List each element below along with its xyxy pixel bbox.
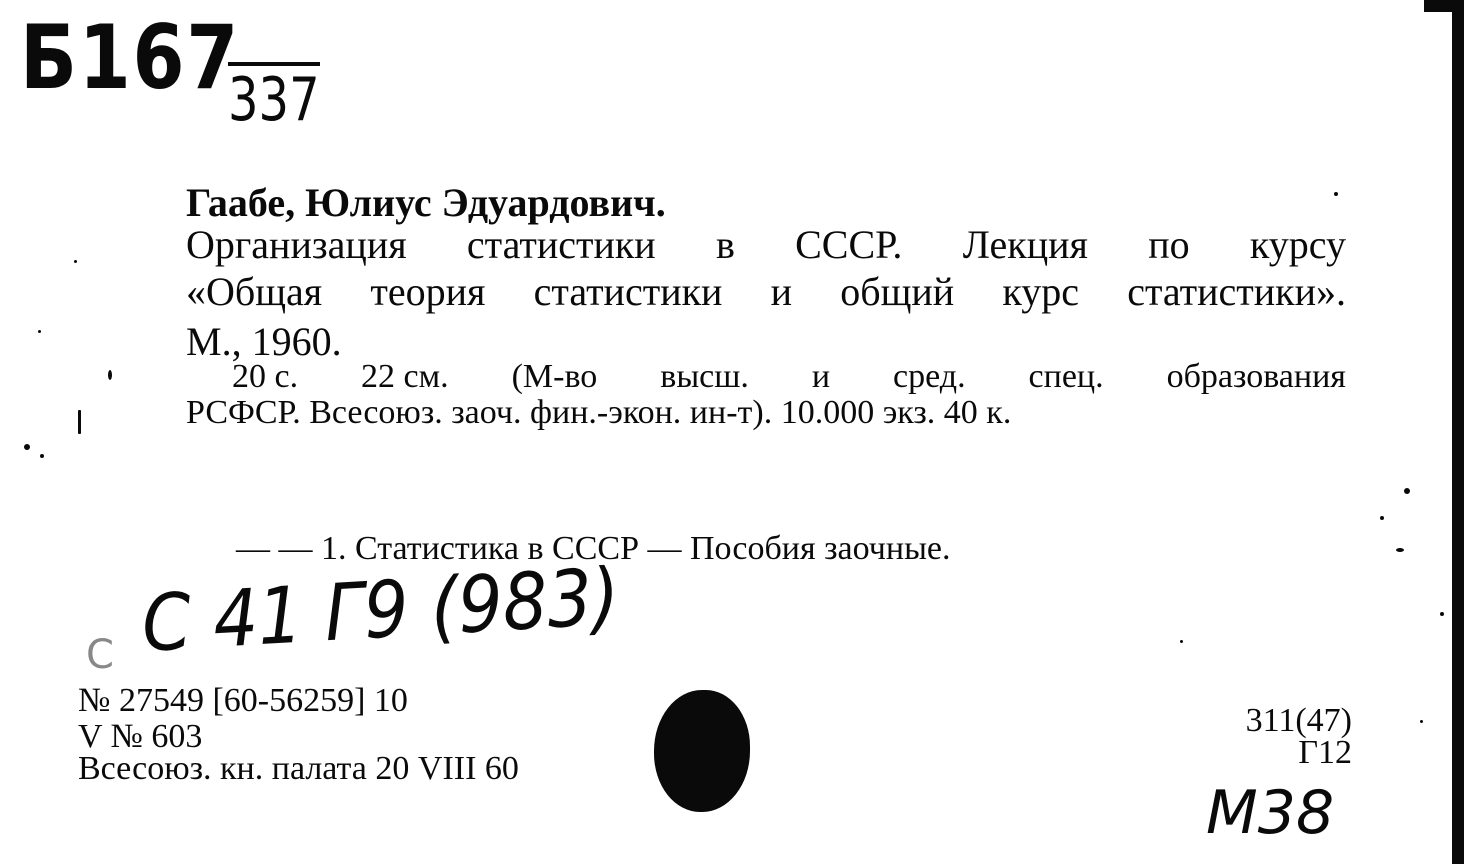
scan-speck bbox=[38, 330, 41, 333]
scan-speck bbox=[1420, 720, 1423, 723]
title-word: статистики bbox=[466, 222, 656, 267]
title-line-2 bbox=[186, 269, 1346, 314]
scan-speck bbox=[1380, 516, 1384, 520]
inventory-handwritten: М38 bbox=[1206, 778, 1335, 848]
title-word: Организация bbox=[186, 222, 407, 267]
scan-speck bbox=[1396, 548, 1404, 552]
scan-speck bbox=[108, 370, 112, 380]
scan-speck bbox=[24, 444, 30, 450]
title-word: теория bbox=[370, 269, 486, 314]
title-word: курсу bbox=[1249, 222, 1346, 267]
title-word: «Общая bbox=[186, 269, 323, 314]
imprint: М., 1960. bbox=[186, 319, 342, 364]
collation-item: 20 с. bbox=[232, 358, 299, 395]
title-word: СССР. bbox=[795, 222, 903, 267]
classification-sub: Г12 bbox=[1298, 734, 1352, 771]
collation-item: (М-во bbox=[511, 358, 598, 395]
scan-speck bbox=[1440, 612, 1444, 616]
classification-number: 311(47) bbox=[1245, 702, 1352, 739]
card-edge-top bbox=[1424, 0, 1464, 12]
title-word: статистики bbox=[533, 269, 723, 314]
author-heading: Гаабе, Юлиус Эдуардович. bbox=[186, 180, 666, 225]
collation-item: высш. bbox=[660, 358, 749, 395]
scan-speck bbox=[40, 454, 44, 458]
title-word: по bbox=[1148, 222, 1190, 267]
shelf-mark: Б167 bbox=[20, 6, 240, 109]
faint-stamp-mark: C bbox=[86, 632, 114, 678]
volume-number: V № 603 bbox=[78, 718, 203, 755]
scan-speck bbox=[1404, 488, 1410, 494]
collation-item: спец. bbox=[1028, 358, 1104, 395]
title-word: в bbox=[715, 222, 735, 267]
collation-item: и bbox=[811, 358, 831, 395]
title-word: и bbox=[770, 269, 793, 314]
title-word: статистики». bbox=[1127, 269, 1346, 314]
shelf-mark-number: 337 bbox=[228, 62, 320, 130]
scan-speck bbox=[74, 260, 77, 263]
scan-speck bbox=[1180, 640, 1183, 643]
card-edge-right bbox=[1452, 0, 1464, 864]
scan-speck bbox=[1334, 192, 1338, 196]
title-word: курс bbox=[1002, 269, 1079, 314]
collation-line-1 bbox=[186, 360, 1346, 394]
collation-item: образования bbox=[1166, 358, 1346, 395]
collation-item: сред. bbox=[893, 358, 966, 395]
accession-handwritten: С 41 Г9 (983) bbox=[140, 552, 622, 670]
book-chamber-date: Всесоюз. кн. палата 20 VIII 60 bbox=[78, 750, 519, 787]
record-number: № 27549 [60-56259] 10 bbox=[78, 682, 408, 719]
title-word: общий bbox=[840, 269, 955, 314]
collation-item: 22 см. bbox=[361, 358, 449, 395]
collation-line-2: РСФСР. Всесоюз. заоч. фин.-экон. ин-т). 10.000 экз. 40 к. bbox=[186, 394, 1012, 431]
ink-punch-hole bbox=[654, 690, 750, 812]
subject-heading: — — 1. Статистика в СССР — Пособия заочные. bbox=[236, 530, 951, 567]
title-line-1 bbox=[186, 222, 1346, 267]
title-word: Лекция bbox=[962, 222, 1088, 267]
scan-speck bbox=[78, 410, 81, 434]
